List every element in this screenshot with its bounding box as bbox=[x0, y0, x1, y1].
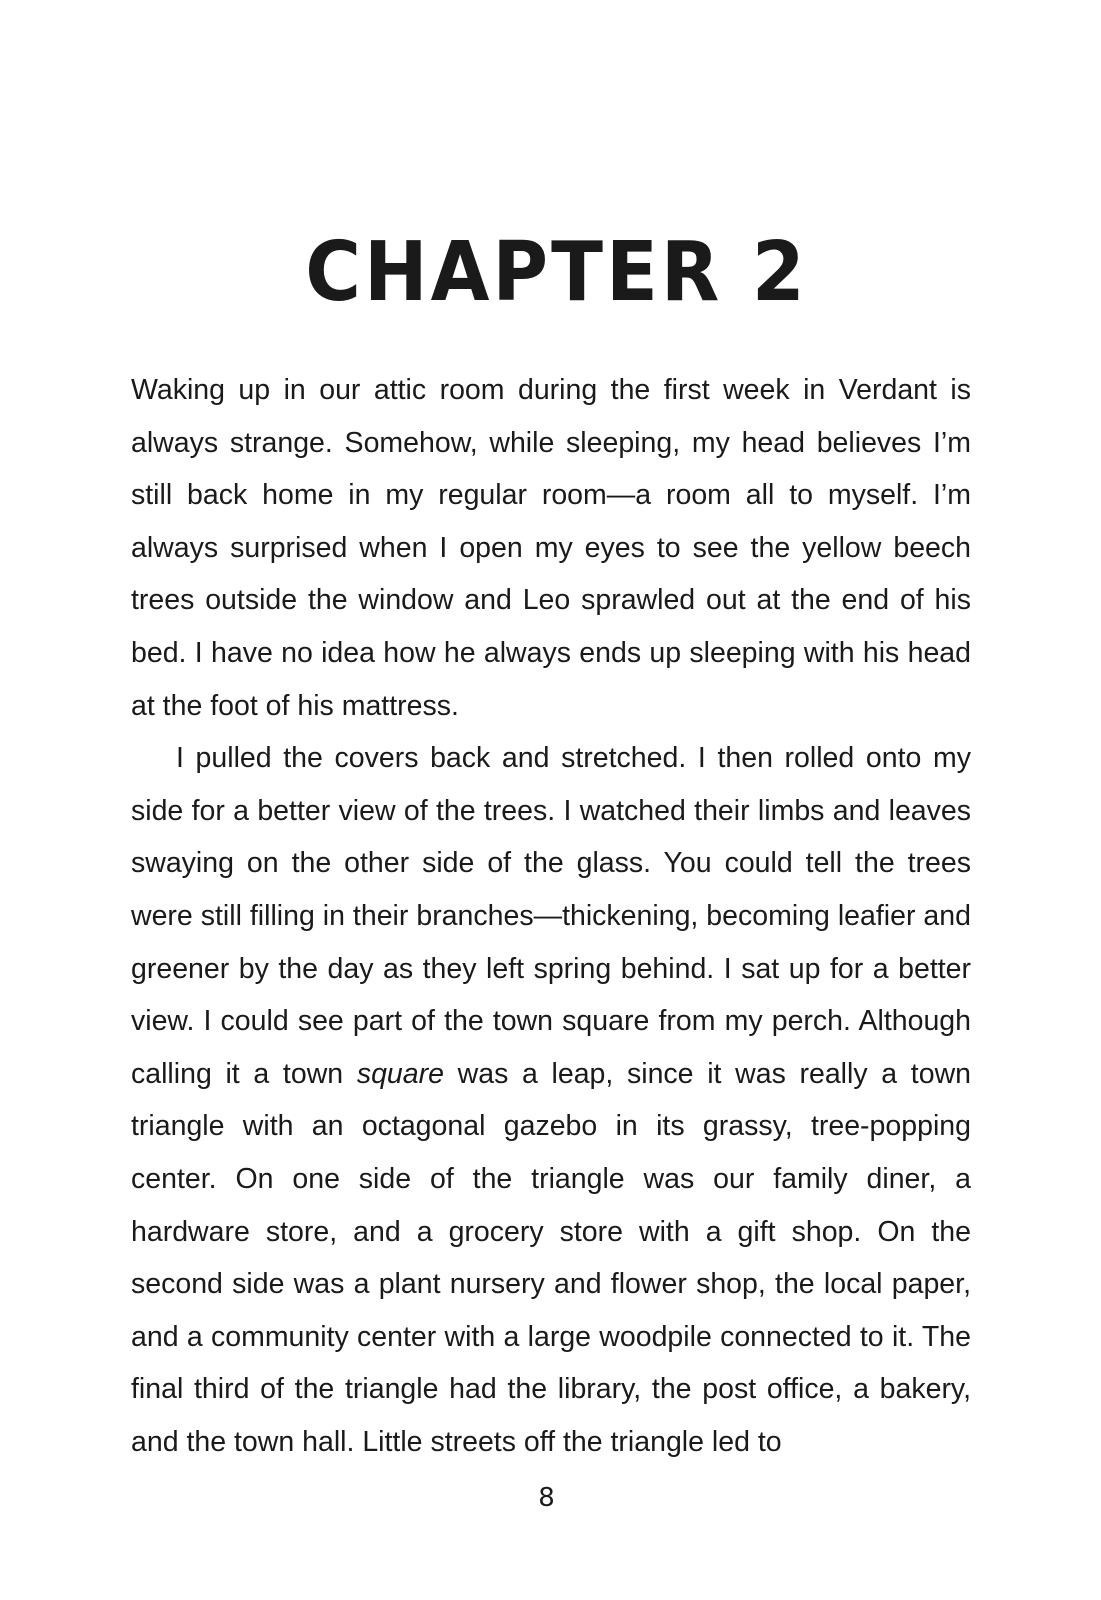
paragraph-2-text-start: I pulled the covers back and stretched. I then rolled onto my side for a better view of the trees. I watched their limbs and leaves swaying on the other side of the glass. You could tell the trees were still filling in their branches—thickening, becoming leafier and greener by the day as they left spring behind. I sat up for a better view. I could see part of the town square from my perch. Although calling it a town bbox=[131, 742, 971, 1090]
italic-word: square bbox=[356, 1057, 444, 1090]
paragraph-1: Waking up in our attic room during the first week in Verdant is always strange. Somehow, while sleeping, my head believes I’m still back home in my regular room—a room all to myself. I’m always surprised when I open my eyes to see the yellow beech trees outside the window and Leo sprawled out at the end of his bed. I have no idea how he always ends up sleeping with his head at the foot of his mattress. bbox=[131, 374, 971, 722]
paragraph-2 bbox=[131, 732, 971, 1468]
page-number: 8 bbox=[538, 1483, 555, 1513]
chapter-heading: CHAPTER 2 bbox=[305, 223, 808, 320]
paragraph-2-text-end: was a leap, since it was really a town triangle with an octagonal gazebo in its grassy, tree-popping center. On one side of the triangle was our family diner, a hardware store, and a grocery store with a gift shop. On the second side was a plant nursery and flower shop, the local paper, and a community center with a large woodpile connected to it. The final third of the triangle had the library, the post office, a bakery, and the town hall. Little streets off the triangle led to bbox=[131, 1057, 972, 1458]
body-text bbox=[131, 364, 971, 1468]
